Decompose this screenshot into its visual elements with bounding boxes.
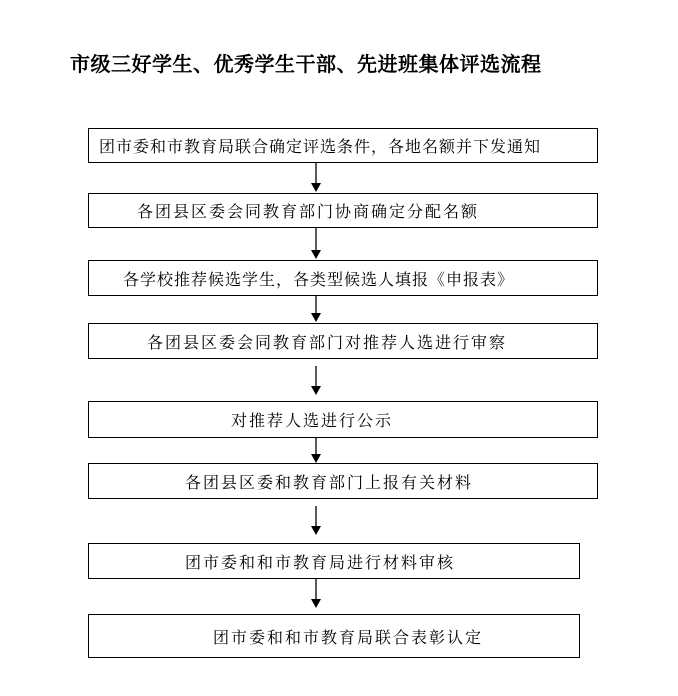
flow-step-1 bbox=[88, 128, 598, 163]
page-title: 市级三好学生、优秀学生干部、先进班集体评选流程 bbox=[70, 52, 542, 76]
flow-step-7-label: 团市委和和市教育局进行材料审核 bbox=[185, 552, 456, 572]
arrow-down-icon bbox=[309, 366, 323, 396]
flow-step-4 bbox=[88, 323, 598, 359]
flow-step-5-label: 对推荐人选进行公示 bbox=[231, 411, 394, 430]
arrow-down-icon bbox=[309, 228, 323, 260]
flow-step-4-label: 各团县区委会同教育部门对推荐人选进行审察 bbox=[147, 332, 508, 352]
flow-step-1-label: 团市委和市教育局联合确定评选条件，各地名额并下发通知 bbox=[99, 137, 542, 156]
arrow-down-icon bbox=[309, 579, 323, 609]
flow-step-2 bbox=[88, 193, 598, 228]
flow-step-6-label: 各团县区委和教育部门上报有关材料 bbox=[185, 472, 474, 492]
flow-step-2-label: 各团县区委会同教育部门协商确定分配名额 bbox=[137, 202, 480, 221]
arrow-down-icon bbox=[309, 296, 323, 323]
flow-step-5 bbox=[88, 401, 598, 438]
flow-step-8-label: 团市委和和市教育局联合表彰认定 bbox=[213, 627, 484, 647]
arrow-down-icon bbox=[309, 506, 323, 536]
flow-step-3 bbox=[88, 260, 598, 296]
arrow-down-icon bbox=[309, 438, 323, 464]
flow-step-8 bbox=[88, 614, 580, 658]
arrow-down-icon bbox=[309, 163, 323, 193]
flow-step-7 bbox=[88, 543, 580, 579]
flow-step-6 bbox=[88, 463, 598, 499]
flow-step-3-label: 各学校推荐候选学生，各类型候选人填报《申报表》 bbox=[123, 269, 515, 289]
